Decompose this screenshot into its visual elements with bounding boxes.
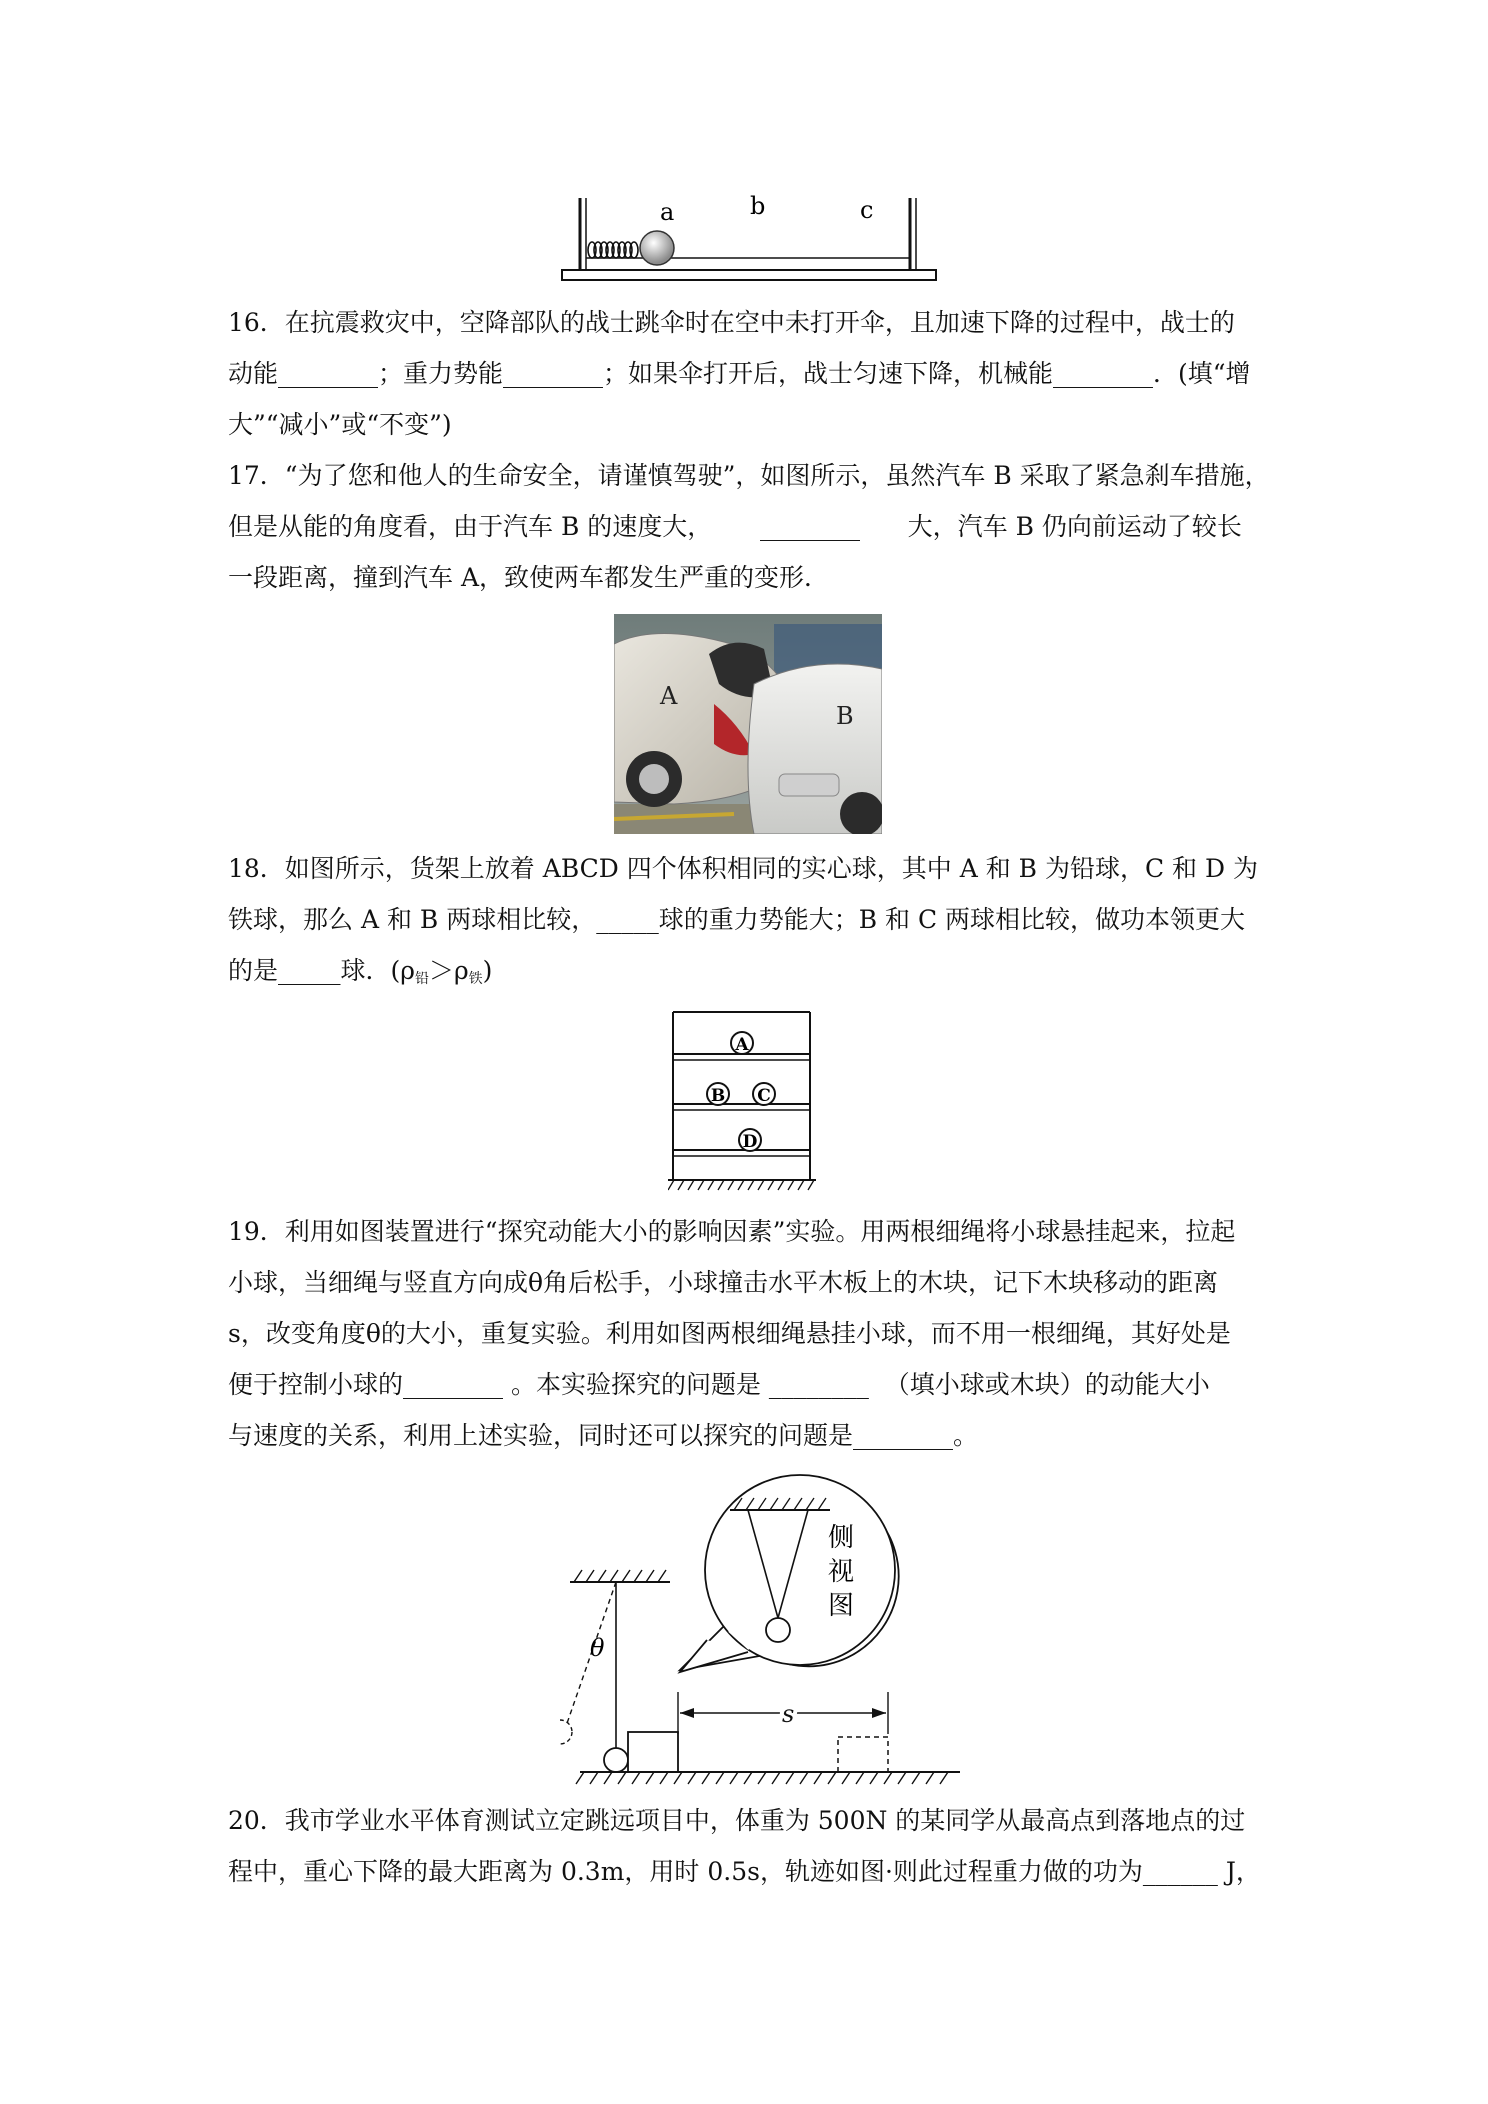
q19-line4: 便于控制小球的________ 。本实验探究的问题是 ________ （填小球或木块）的动能大小 — [228, 1370, 1210, 1399]
spring — [588, 242, 638, 258]
ball — [640, 231, 674, 265]
ball-C: C — [757, 1086, 771, 1106]
q17-line2: 但是从能的角度看，由于汽车 B 的速度大， ________ 大，汽车 B 仍向前运动了较长 — [228, 512, 1242, 541]
q19-line2: 小球，当细绳与竖直方向成θ角后松手，小球撞击水平木板上的木块，记下木块移动的距离 — [228, 1268, 1219, 1297]
label-a: a — [660, 198, 675, 226]
ball-A: A — [735, 1035, 749, 1055]
q19-line3: s，改变角度θ的大小，重复实验。利用如图两根细绳悬挂小球，而不用一根细绳，其好处是 — [228, 1319, 1231, 1348]
ball-D: D — [742, 1132, 758, 1152]
ball-B: B — [710, 1086, 726, 1106]
side-view-char-2: 视 — [828, 1557, 855, 1587]
q18-line3: 的是_____球．$(\rho_铅>\rho_铁)$ — [228, 956, 493, 987]
q16-line2: 动能________；重力势能________；如果伞打开后，战士匀速下降，机械能________．(填“增 — [228, 359, 1251, 388]
theta-label: θ — [590, 1634, 605, 1662]
label-b: b — [750, 192, 766, 220]
spring-track-figure — [560, 190, 940, 290]
label-c: c — [860, 196, 874, 224]
pendulum-figure — [560, 1470, 980, 1800]
q19-line5: 与速度的关系，利用上述实验，同时还可以探究的问题是________。 — [228, 1421, 979, 1450]
shelf-figure — [668, 1008, 828, 1198]
track-base — [562, 270, 936, 280]
q16-line1: 16．在抗震救灾中，空降部队的战士跳伞时在空中未打开伞，且加速下降的过程中，战士的 — [228, 308, 1235, 337]
q20-line1: 20．我市学业水平体育测试立定跳远项目中，体重为 500N 的某同学从最高点到落地点的过 — [228, 1806, 1246, 1835]
photo-label-B: B — [836, 702, 854, 730]
q16-line3: 大”“减小”或“不变”) — [228, 410, 452, 439]
wood-block — [628, 1732, 678, 1772]
q18-line1: 18．如图所示，货架上放着 ABCD 四个体积相同的实心球，其中 A 和 B 为铅球，C 和 D 为 — [228, 854, 1258, 883]
photo-label-A: A — [660, 682, 678, 710]
pendulum-ball — [604, 1748, 628, 1772]
q20-line2: 程中，重心下降的最大距离为 0.3m，用时 0.5s，轨迹如图·则此过程重力做的功为______ J， — [228, 1857, 1261, 1886]
side-view-char-1: 侧 — [828, 1523, 855, 1553]
q18-line2: 铁球，那么 A 和 B 两球相比较，_____球的重力势能大；B 和 C 两球相比较，做功本领更大 — [228, 905, 1246, 934]
car-crash-photo — [614, 614, 882, 834]
q17-line3: 一段距离，撞到汽车 A，致使两车都发生严重的变形． — [228, 563, 830, 592]
side-view-char-3: 图 — [828, 1591, 855, 1621]
s-label: s — [782, 1700, 795, 1728]
q19-line1: 19．利用如图装置进行“探究动能大小的影响因素”实验。用两根细绳将小球悬挂起来，拉起 — [228, 1217, 1236, 1246]
q17-line1: 17．“为了您和他人的生命安全，请谨慎驾驶”，如图所示，虽然汽车 B 采取了紧急刹车措施， — [228, 461, 1270, 490]
